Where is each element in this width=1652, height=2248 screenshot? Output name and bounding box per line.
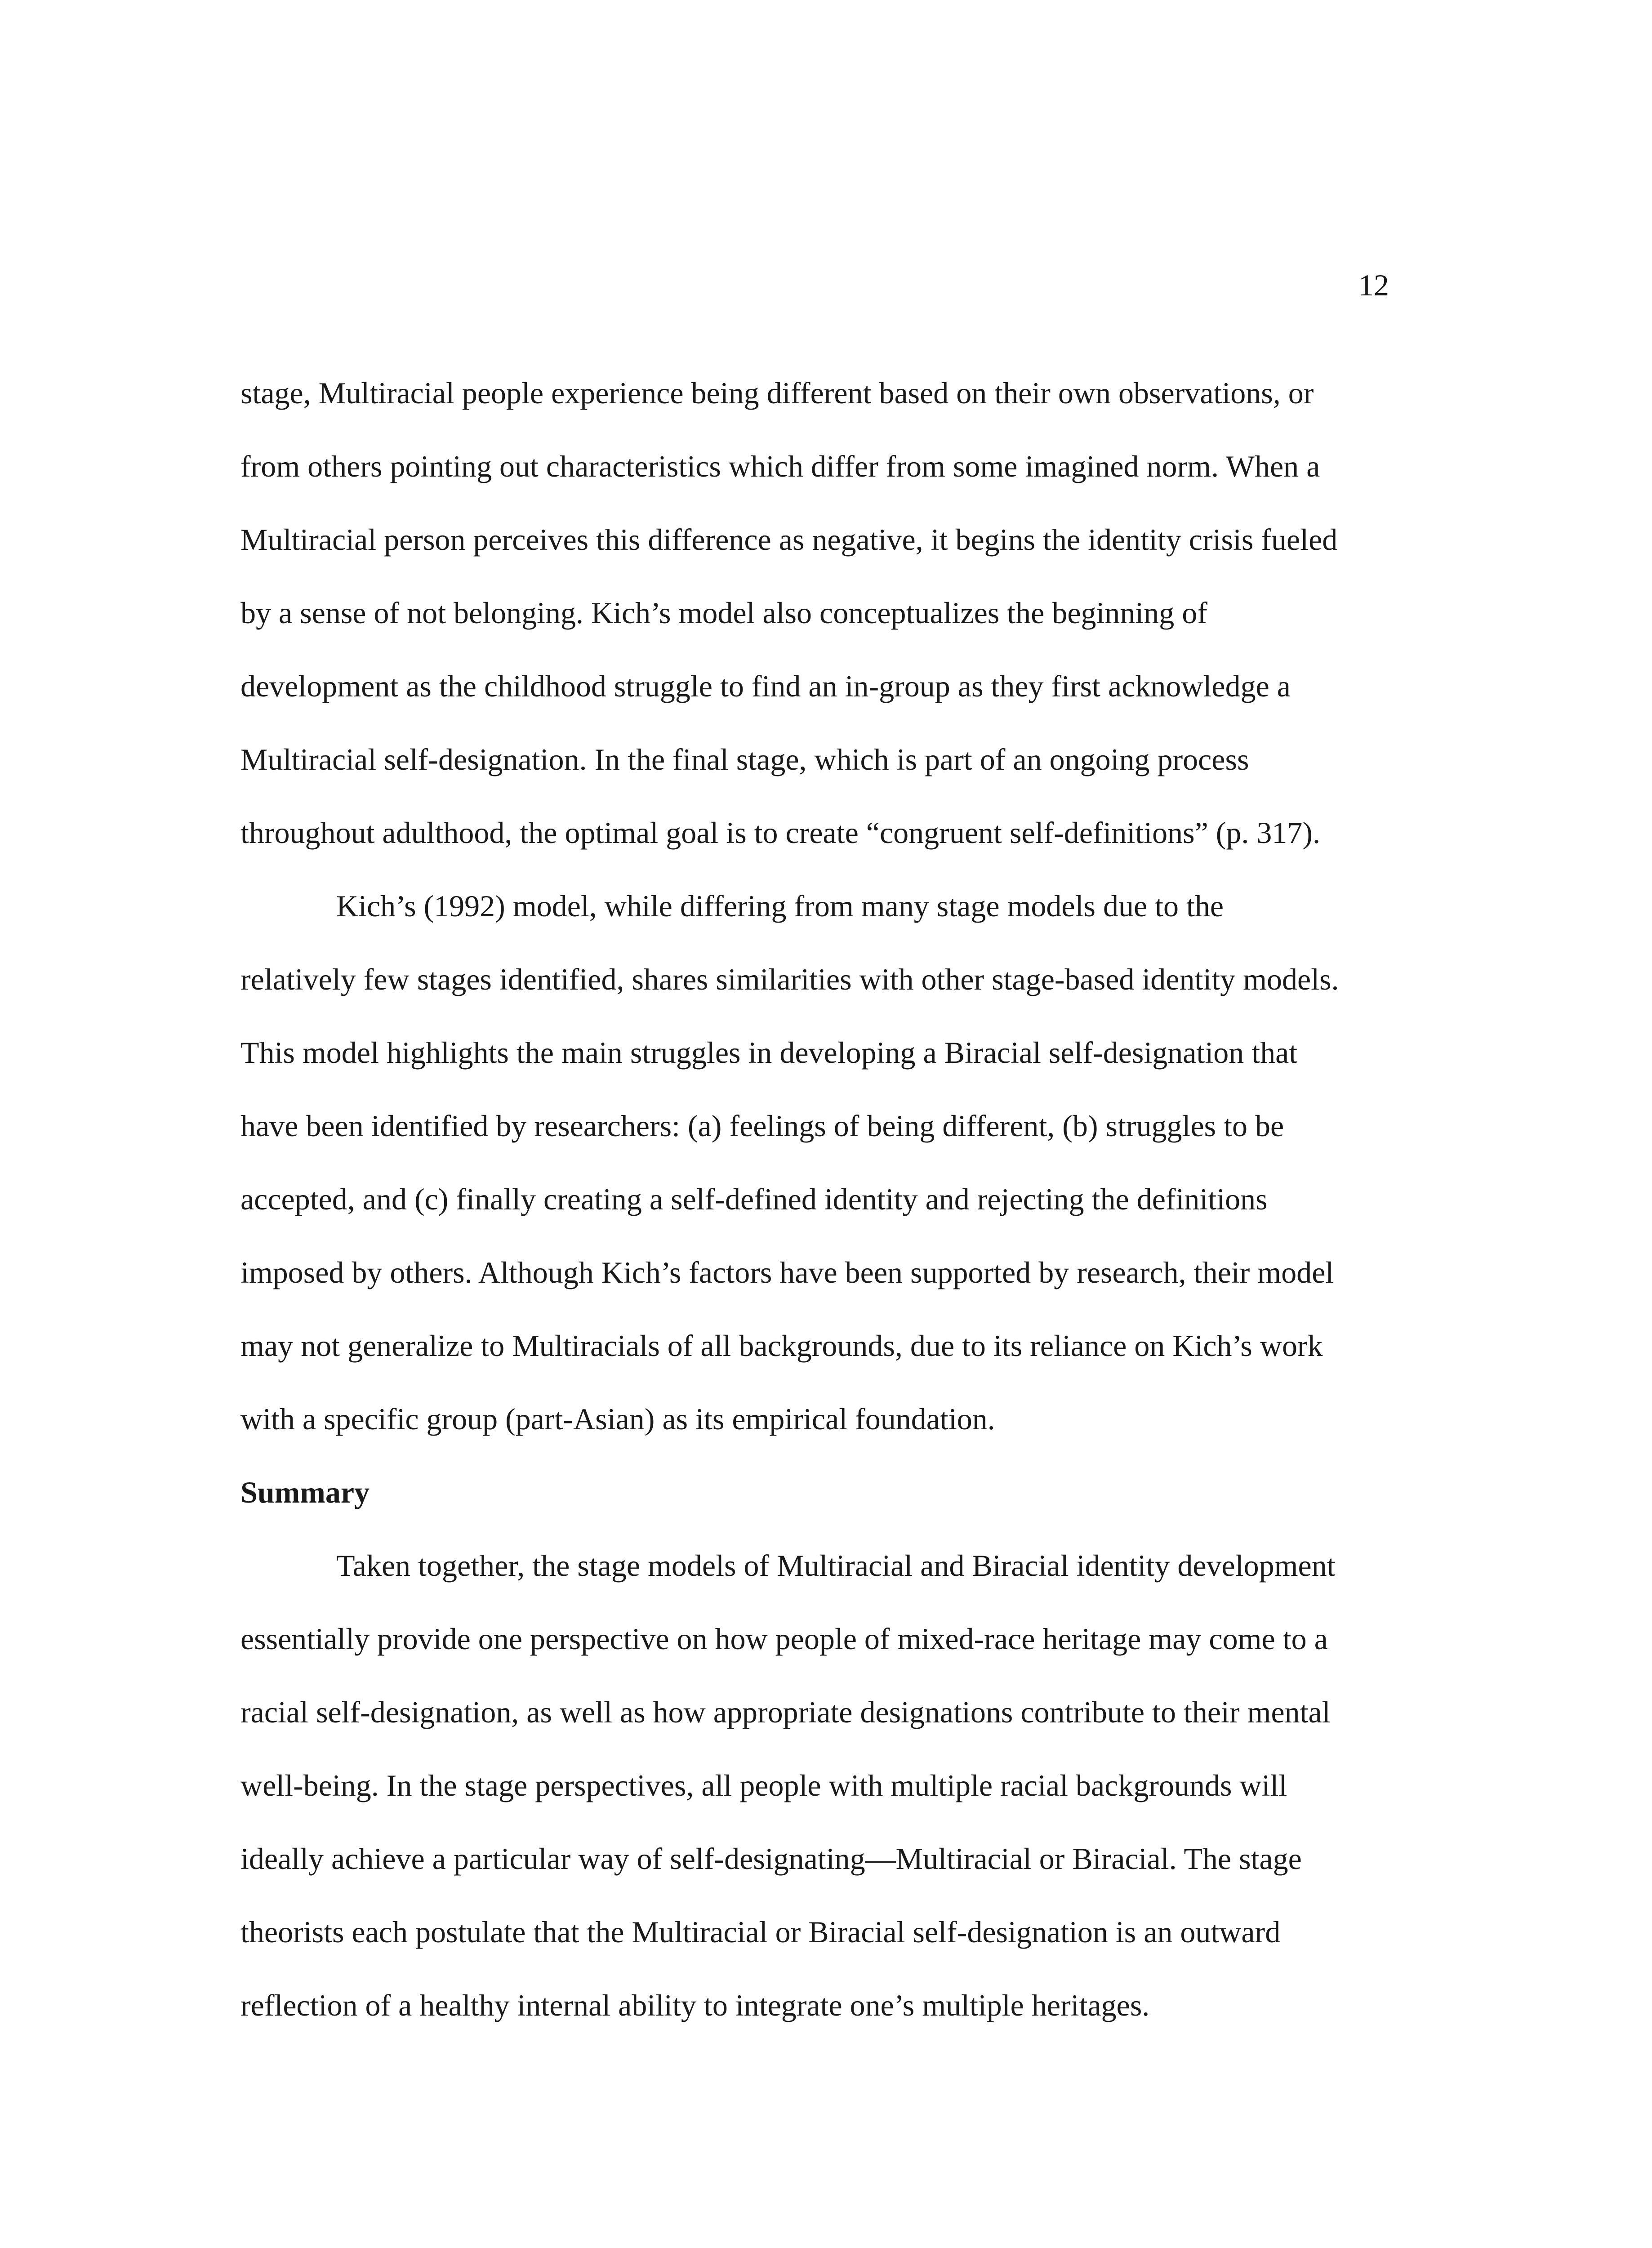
text-line: stage, Multiracial people experience being different based on their own observations, or: [240, 376, 1314, 410]
text-line: reflection of a healthy internal ability to integrate one’s multiple heritages.: [240, 1988, 1150, 2022]
text-line: with a specific group (part-Asian) as its empirical foundation.: [240, 1402, 995, 1436]
text-line: essentially provide one perspective on how people of mixed-race heritage may come to a: [240, 1622, 1328, 1656]
text-line: well-being. In the stage perspectives, all people with multiple racial backgrounds will: [240, 1768, 1287, 1802]
text-line: may not generalize to Multiracials of all backgrounds, due to its reliance on Kich’s work: [240, 1329, 1323, 1363]
text-line: have been identified by researchers: (a) feelings of being different, (b) struggles to be: [240, 1109, 1284, 1143]
paragraph-first-line: Taken together, the stage models of Multiracial and Biracial identity development: [336, 1548, 1336, 1583]
text-line: imposed by others. Although Kich’s factors have been supported by research, their model: [240, 1255, 1334, 1289]
text-line: racial self-designation, as well as how appropriate designations contribute to their mental: [240, 1695, 1331, 1729]
page-number: 12: [1358, 268, 1389, 302]
text-line: accepted, and (c) finally creating a self-defined identity and rejecting the definitions: [240, 1182, 1268, 1216]
text-line: ideally achieve a particular way of self-designating—Multiracial or Biracial. The stage: [240, 1842, 1302, 1876]
text-line: development as the childhood struggle to find an in-group as they first acknowledge a: [240, 669, 1291, 703]
text-line: Multiracial person perceives this difference as negative, it begins the identity crisis fueled: [240, 522, 1338, 557]
text-line: This model highlights the main struggles in developing a Biracial self-designation that: [240, 1035, 1298, 1070]
text-line: by a sense of not belonging. Kich’s model also conceptualizes the beginning of: [240, 596, 1207, 630]
text-line: relatively few stages identified, shares similarities with other stage-based identity models.: [240, 962, 1339, 996]
text-line: throughout adulthood, the optimal goal is to create “congruent self-definitions” (p. 317).: [240, 816, 1321, 850]
text-line: from others pointing out characteristics which differ from some imagined norm. When a: [240, 449, 1320, 483]
paragraph-first-line: Kich’s (1992) model, while differing from many stage models due to the: [336, 889, 1224, 923]
section-heading: Summary: [240, 1475, 370, 1509]
text-line: Multiracial self-designation. In the final stage, which is part of an ongoing process: [240, 742, 1249, 776]
text-line: theorists each postulate that the Multiracial or Biracial self-designation is an outward: [240, 1915, 1281, 1949]
